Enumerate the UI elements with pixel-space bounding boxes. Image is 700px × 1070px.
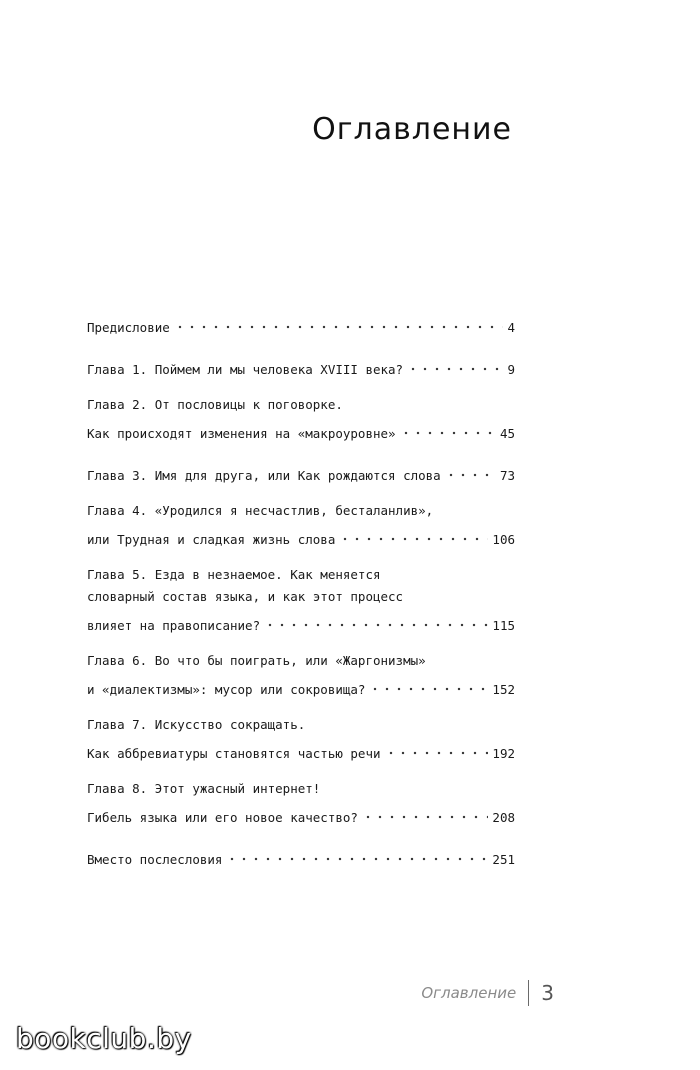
toc-line bbox=[87, 714, 515, 736]
dot-leader bbox=[339, 522, 488, 544]
dot-leader bbox=[369, 672, 488, 694]
toc-entry-text: Глава 8. Этот ужасный интернет! bbox=[87, 781, 321, 796]
toc-line bbox=[87, 394, 515, 416]
toc-entry-text: Вместо послесловия bbox=[87, 852, 223, 867]
toc-entry-text: Глава 6. Во что бы поиграть, или «Жаргонизмы» bbox=[87, 653, 426, 668]
toc-entry-text: Глава 7. Искусство сокращать. bbox=[87, 717, 306, 732]
toc-line bbox=[87, 500, 515, 522]
toc-line bbox=[87, 416, 515, 441]
toc-entry-text: Гибель языка или его новое качество? bbox=[87, 810, 358, 825]
dot-leader bbox=[362, 800, 488, 822]
toc-page-number: 4 bbox=[507, 320, 515, 335]
table-of-contents bbox=[87, 310, 515, 884]
toc-entry-text: и «диалектизмы»: мусор или сокровища? bbox=[87, 682, 366, 697]
toc-page-number: 73 bbox=[499, 468, 515, 483]
toc-line bbox=[87, 650, 515, 672]
toc-entry-text: влияет на правописание? bbox=[87, 618, 261, 633]
running-footer bbox=[421, 980, 554, 1006]
toc-entry-text: Глава 2. От пословицы к поговорке. bbox=[87, 397, 343, 412]
dot-leader bbox=[445, 458, 496, 480]
toc-entry-text: словарный состав языка, и как этот процесс bbox=[87, 589, 404, 604]
toc-line bbox=[87, 310, 515, 335]
toc-page-number: 115 bbox=[492, 618, 515, 633]
watermark: bookclub.by bbox=[16, 1022, 192, 1055]
toc-entry[interactable] bbox=[87, 310, 515, 335]
dot-leader bbox=[385, 736, 489, 758]
footer-section-label: Оглавление bbox=[421, 984, 517, 1002]
toc-line bbox=[87, 522, 515, 547]
dot-leader bbox=[400, 416, 496, 438]
toc-page-number: 106 bbox=[492, 532, 515, 547]
toc-page-number: 192 bbox=[492, 746, 515, 761]
toc-page-number: 9 bbox=[507, 362, 515, 377]
toc-line bbox=[87, 800, 515, 825]
dot-leader bbox=[407, 352, 503, 374]
toc-line bbox=[87, 736, 515, 761]
page-title: Оглавление bbox=[312, 112, 512, 147]
toc-entry-text: Как происходят изменения на «макроуровне» bbox=[87, 426, 396, 441]
toc-entry-text: Глава 1. Поймем ли мы человека XVIII века? bbox=[87, 362, 404, 377]
toc-entry[interactable] bbox=[87, 394, 515, 441]
toc-entry[interactable] bbox=[87, 500, 515, 547]
toc-entry[interactable] bbox=[87, 714, 515, 761]
dot-leader bbox=[174, 310, 504, 332]
toc-line bbox=[87, 564, 515, 586]
toc-page-number: 208 bbox=[492, 810, 515, 825]
toc-line bbox=[87, 458, 515, 483]
toc-entry[interactable] bbox=[87, 650, 515, 697]
toc-entry[interactable] bbox=[87, 778, 515, 825]
dot-leader bbox=[226, 842, 488, 864]
toc-entry-text: или Трудная и сладкая жизнь слова bbox=[87, 532, 336, 547]
toc-entry[interactable] bbox=[87, 352, 515, 377]
toc-entry-text: Глава 5. Езда в незнаемое. Как меняется bbox=[87, 567, 381, 582]
dot-leader bbox=[264, 608, 488, 630]
toc-entry-text: Предисловие bbox=[87, 320, 170, 335]
toc-line bbox=[87, 842, 515, 867]
toc-entry[interactable] bbox=[87, 842, 515, 867]
toc-line bbox=[87, 608, 515, 633]
footer-divider bbox=[528, 980, 529, 1006]
toc-line bbox=[87, 672, 515, 697]
toc-page-number: 152 bbox=[492, 682, 515, 697]
toc-entry[interactable] bbox=[87, 458, 515, 483]
toc-line bbox=[87, 352, 515, 377]
toc-page-number: 45 bbox=[499, 426, 515, 441]
toc-page-number: 251 bbox=[492, 852, 515, 867]
footer-page-number: 3 bbox=[541, 981, 554, 1005]
toc-entry-text: Глава 4. «Уродился я несчастлив, бесталанлив», bbox=[87, 503, 434, 518]
toc-entry[interactable] bbox=[87, 564, 515, 633]
toc-entry-text: Глава 3. Имя для друга, или Как рождаются слова bbox=[87, 468, 441, 483]
toc-line bbox=[87, 778, 515, 800]
toc-entry-text: Как аббревиатуры становятся частью речи bbox=[87, 746, 381, 761]
toc-line bbox=[87, 586, 515, 608]
